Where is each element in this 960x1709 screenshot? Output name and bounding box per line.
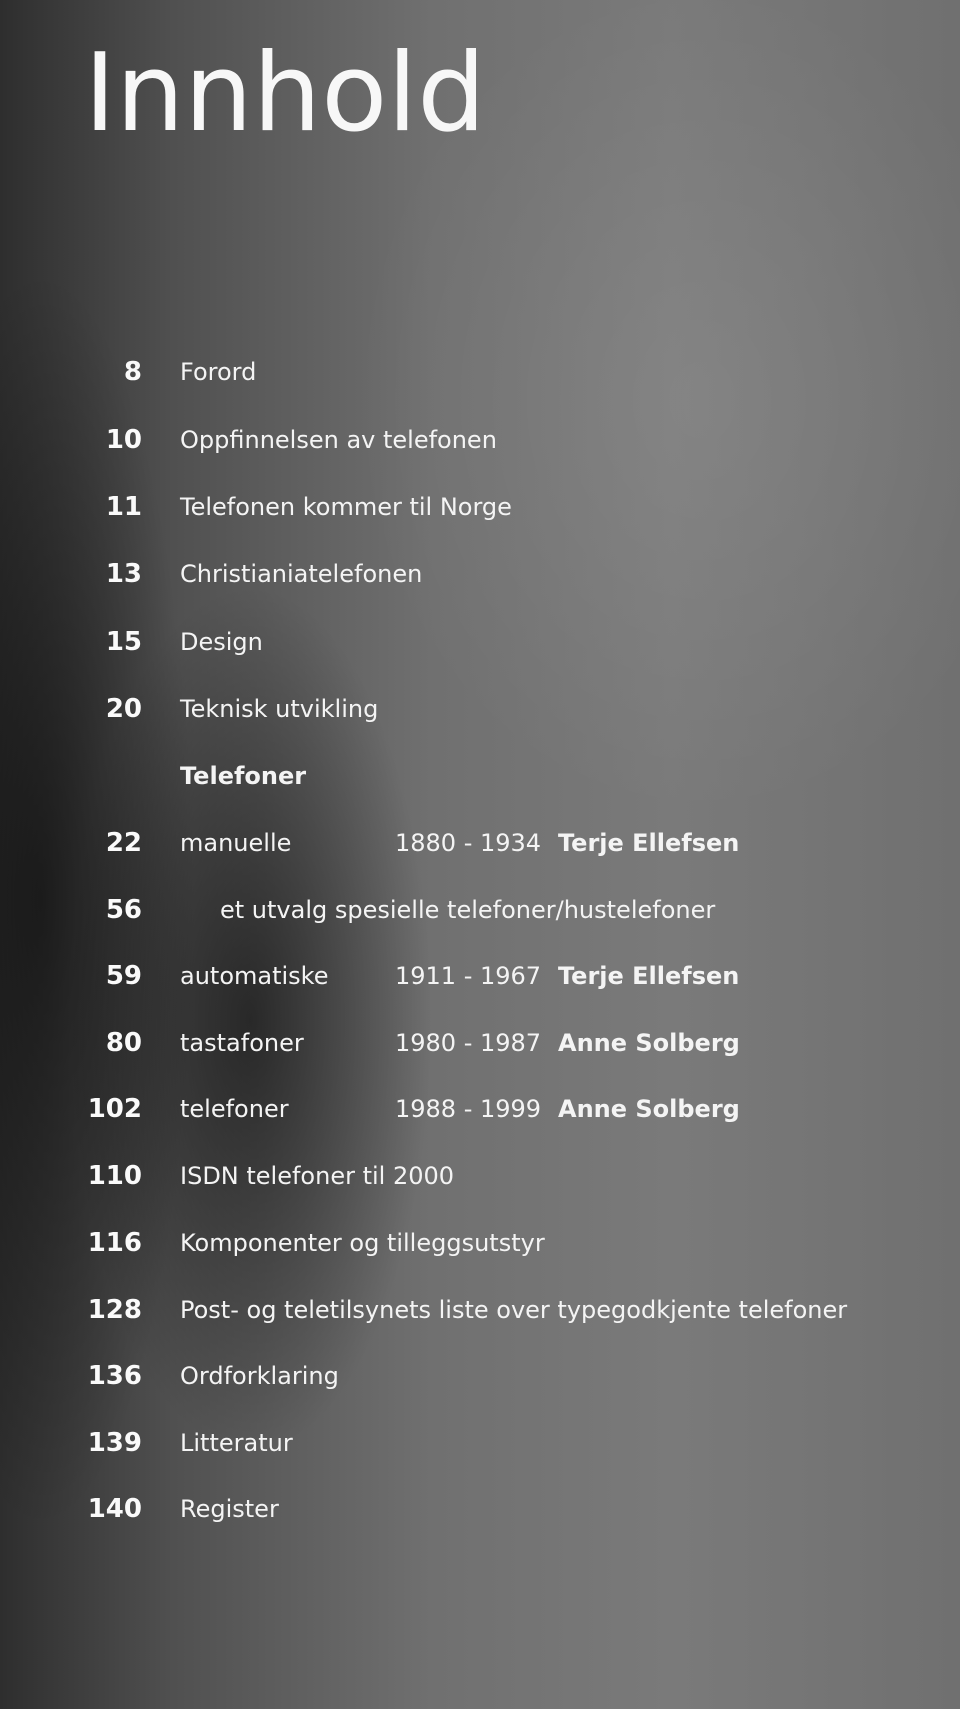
toc-page-number: 13 [105,559,142,589]
toc-page-number: 8 [123,357,142,387]
toc-entry [0,1023,960,1063]
toc-entry-title: Teknisk utvikling [180,695,379,723]
toc-entry [0,689,960,729]
toc-entry-title: automatiske [180,962,329,990]
toc-page-number: 59 [105,961,142,991]
toc-entry [0,1223,960,1263]
toc-entry-title: Litteratur [180,1429,293,1457]
toc-entry [0,487,960,527]
toc-page-number: 10 [105,425,142,455]
toc-entry-title: Oppfinnelsen av telefonen [180,426,497,454]
toc-entry-title: Forord [180,358,257,386]
toc-entry [0,420,960,460]
toc-entry [0,1156,960,1196]
toc-entry-title: manuelle [180,829,292,857]
toc-entry [0,554,960,594]
toc-entry-title: tastafoner [180,1029,304,1057]
toc-entry [0,1089,960,1129]
toc-entry-years: 1911 - 1967 [395,962,542,990]
toc-entry [0,823,960,863]
toc-entry-title: Telefonen kommer til Norge [180,493,512,521]
toc-entry-title: Christianiatelefonen [180,560,423,588]
toc-page-number: 80 [105,1028,142,1058]
toc-page-number: 22 [105,828,142,858]
toc-page-number: 139 [87,1428,142,1458]
toc-entry-title: Register [180,1495,279,1523]
toc-entry-title: Post- og teletilsynets liste over typegodkjente telefoner [180,1296,848,1324]
toc-page-number: 110 [87,1161,142,1191]
toc-entry [0,622,960,662]
toc-section-heading [0,756,960,796]
toc-section-title: Telefoner [180,762,307,790]
toc-entry [0,1356,960,1396]
toc-entry [0,1290,960,1330]
toc-entry-title: Design [180,628,263,656]
toc-entry-years: 1980 - 1987 [395,1029,542,1057]
toc-page-number: 102 [87,1094,142,1124]
toc-entry [0,1423,960,1463]
toc-entry-title: Ordforklaring [180,1362,339,1390]
toc-entry-author: Anne Solberg [558,1095,740,1123]
toc-entry-title: Komponenter og tilleggsutstyr [180,1229,545,1257]
toc-page-number: 136 [87,1361,142,1391]
toc-entry-years: 1988 - 1999 [395,1095,542,1123]
toc-page-number: 140 [87,1494,142,1524]
toc-page-number: 11 [105,492,142,522]
toc-entry-author: Terje Ellefsen [558,962,740,990]
toc-entry [0,352,960,392]
toc-page-number: 128 [87,1295,142,1325]
page-title: Innhold [84,31,486,156]
toc-entry [0,890,960,930]
toc-page-number: 56 [105,895,142,925]
toc-entry-title: et utvalg spesielle telefoner/hustelefoner [220,896,716,924]
toc-entry [0,956,960,996]
toc-entry-title: telefoner [180,1095,289,1123]
toc-entry-author: Terje Ellefsen [558,829,740,857]
toc-entry-title: ISDN telefoner til 2000 [180,1162,455,1190]
toc-page-number: 20 [105,694,142,724]
toc-entry-years: 1880 - 1934 [395,829,542,857]
toc-entry [0,1489,960,1529]
toc-page-number: 15 [105,627,142,657]
toc-entry-author: Anne Solberg [558,1029,740,1057]
toc-page-number: 116 [87,1228,142,1258]
